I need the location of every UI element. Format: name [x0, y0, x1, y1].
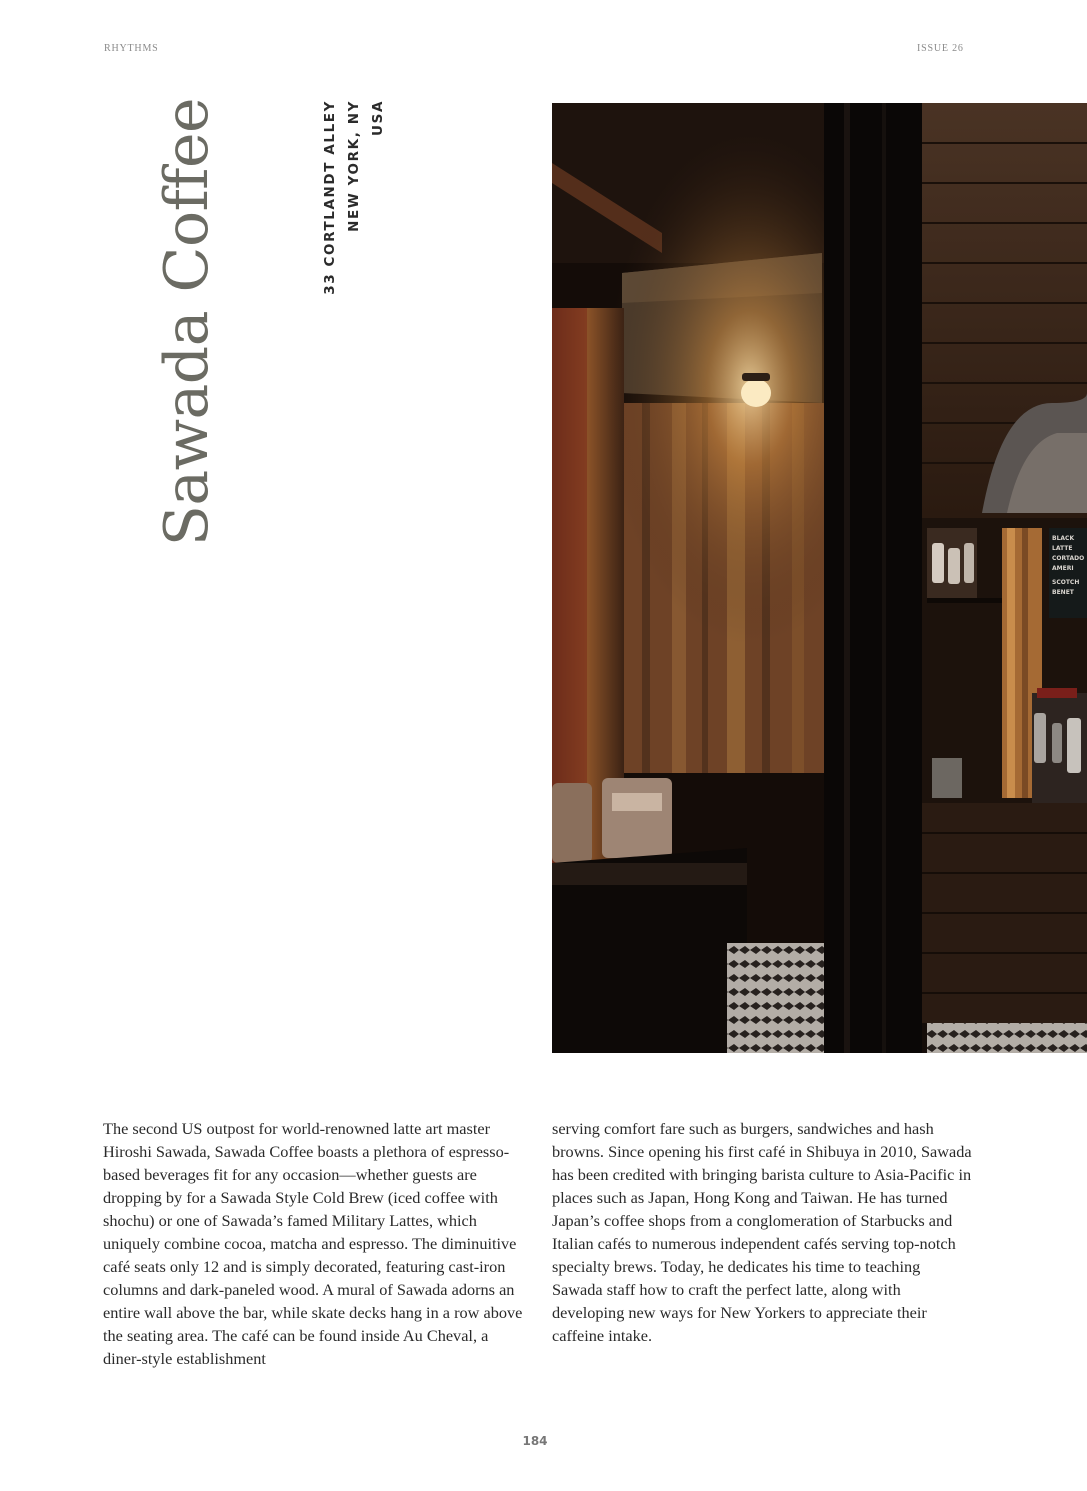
body-column-1: The second US outpost for world-renowned latte art master Hiroshi Sawada, Sawada Coffee boasts a plethora of espresso-based beverages fit for any occasion—whether guests are dropping by for a Sawada Style Cold Brew (iced coffee with shochu) or one of Sawada’s famed Military Lattes, which uniquely combine cocoa, matcha and espresso. The diminuitive café seats only 12 and is simply decorated, featuring cast-iron columns and dark-paneled wood. A mural of Sawada adorns an entire wall above the bar, while skate decks hang in a row above the seating area. The café can be found inside Au Cheval, a diner-style establishment — [103, 1119, 523, 1368]
address-block — [318, 100, 390, 295]
menu-board-item: BLACK — [1052, 535, 1075, 542]
article-title: Sawada Coffee — [152, 98, 222, 547]
menu-board-item: BENET — [1052, 589, 1074, 596]
page-number: 184 — [522, 1434, 548, 1448]
address-line: USA — [370, 100, 386, 136]
menu-board-item: LATTE — [1052, 545, 1073, 552]
menu-board-item: SCOTCH — [1052, 579, 1080, 586]
address-line: 33 CORTLANDT ALLEY — [322, 100, 338, 295]
cafe-interior-photo — [552, 103, 1087, 1053]
menu-board-item: CORTADO — [1052, 555, 1085, 562]
issue-label: ISSUE 26 — [917, 43, 964, 54]
address-line: NEW YORK, NY — [346, 100, 362, 232]
body-column-2: serving comfort fare such as burgers, sandwiches and hash browns. Since opening his first café in Shibuya in 2010, Sawada has been credited with bringing barista culture to Asia-Pacific in places such as Japan, Hong Kong and Taiwan. He has turned Japan’s coffee shops from a conglomeration of Starbucks and Italian cafés to numerous independent cafés serving top-notch specialty brews. Today, he dedicates his time to teaching Sawada staff how to craft the perfect latte, along with developing new ways for New Yorkers to appreciate their caffeine intake. — [552, 1119, 972, 1345]
menu-board-item: AMERI — [1052, 565, 1074, 572]
section-label: RHYTHMS — [104, 43, 159, 54]
